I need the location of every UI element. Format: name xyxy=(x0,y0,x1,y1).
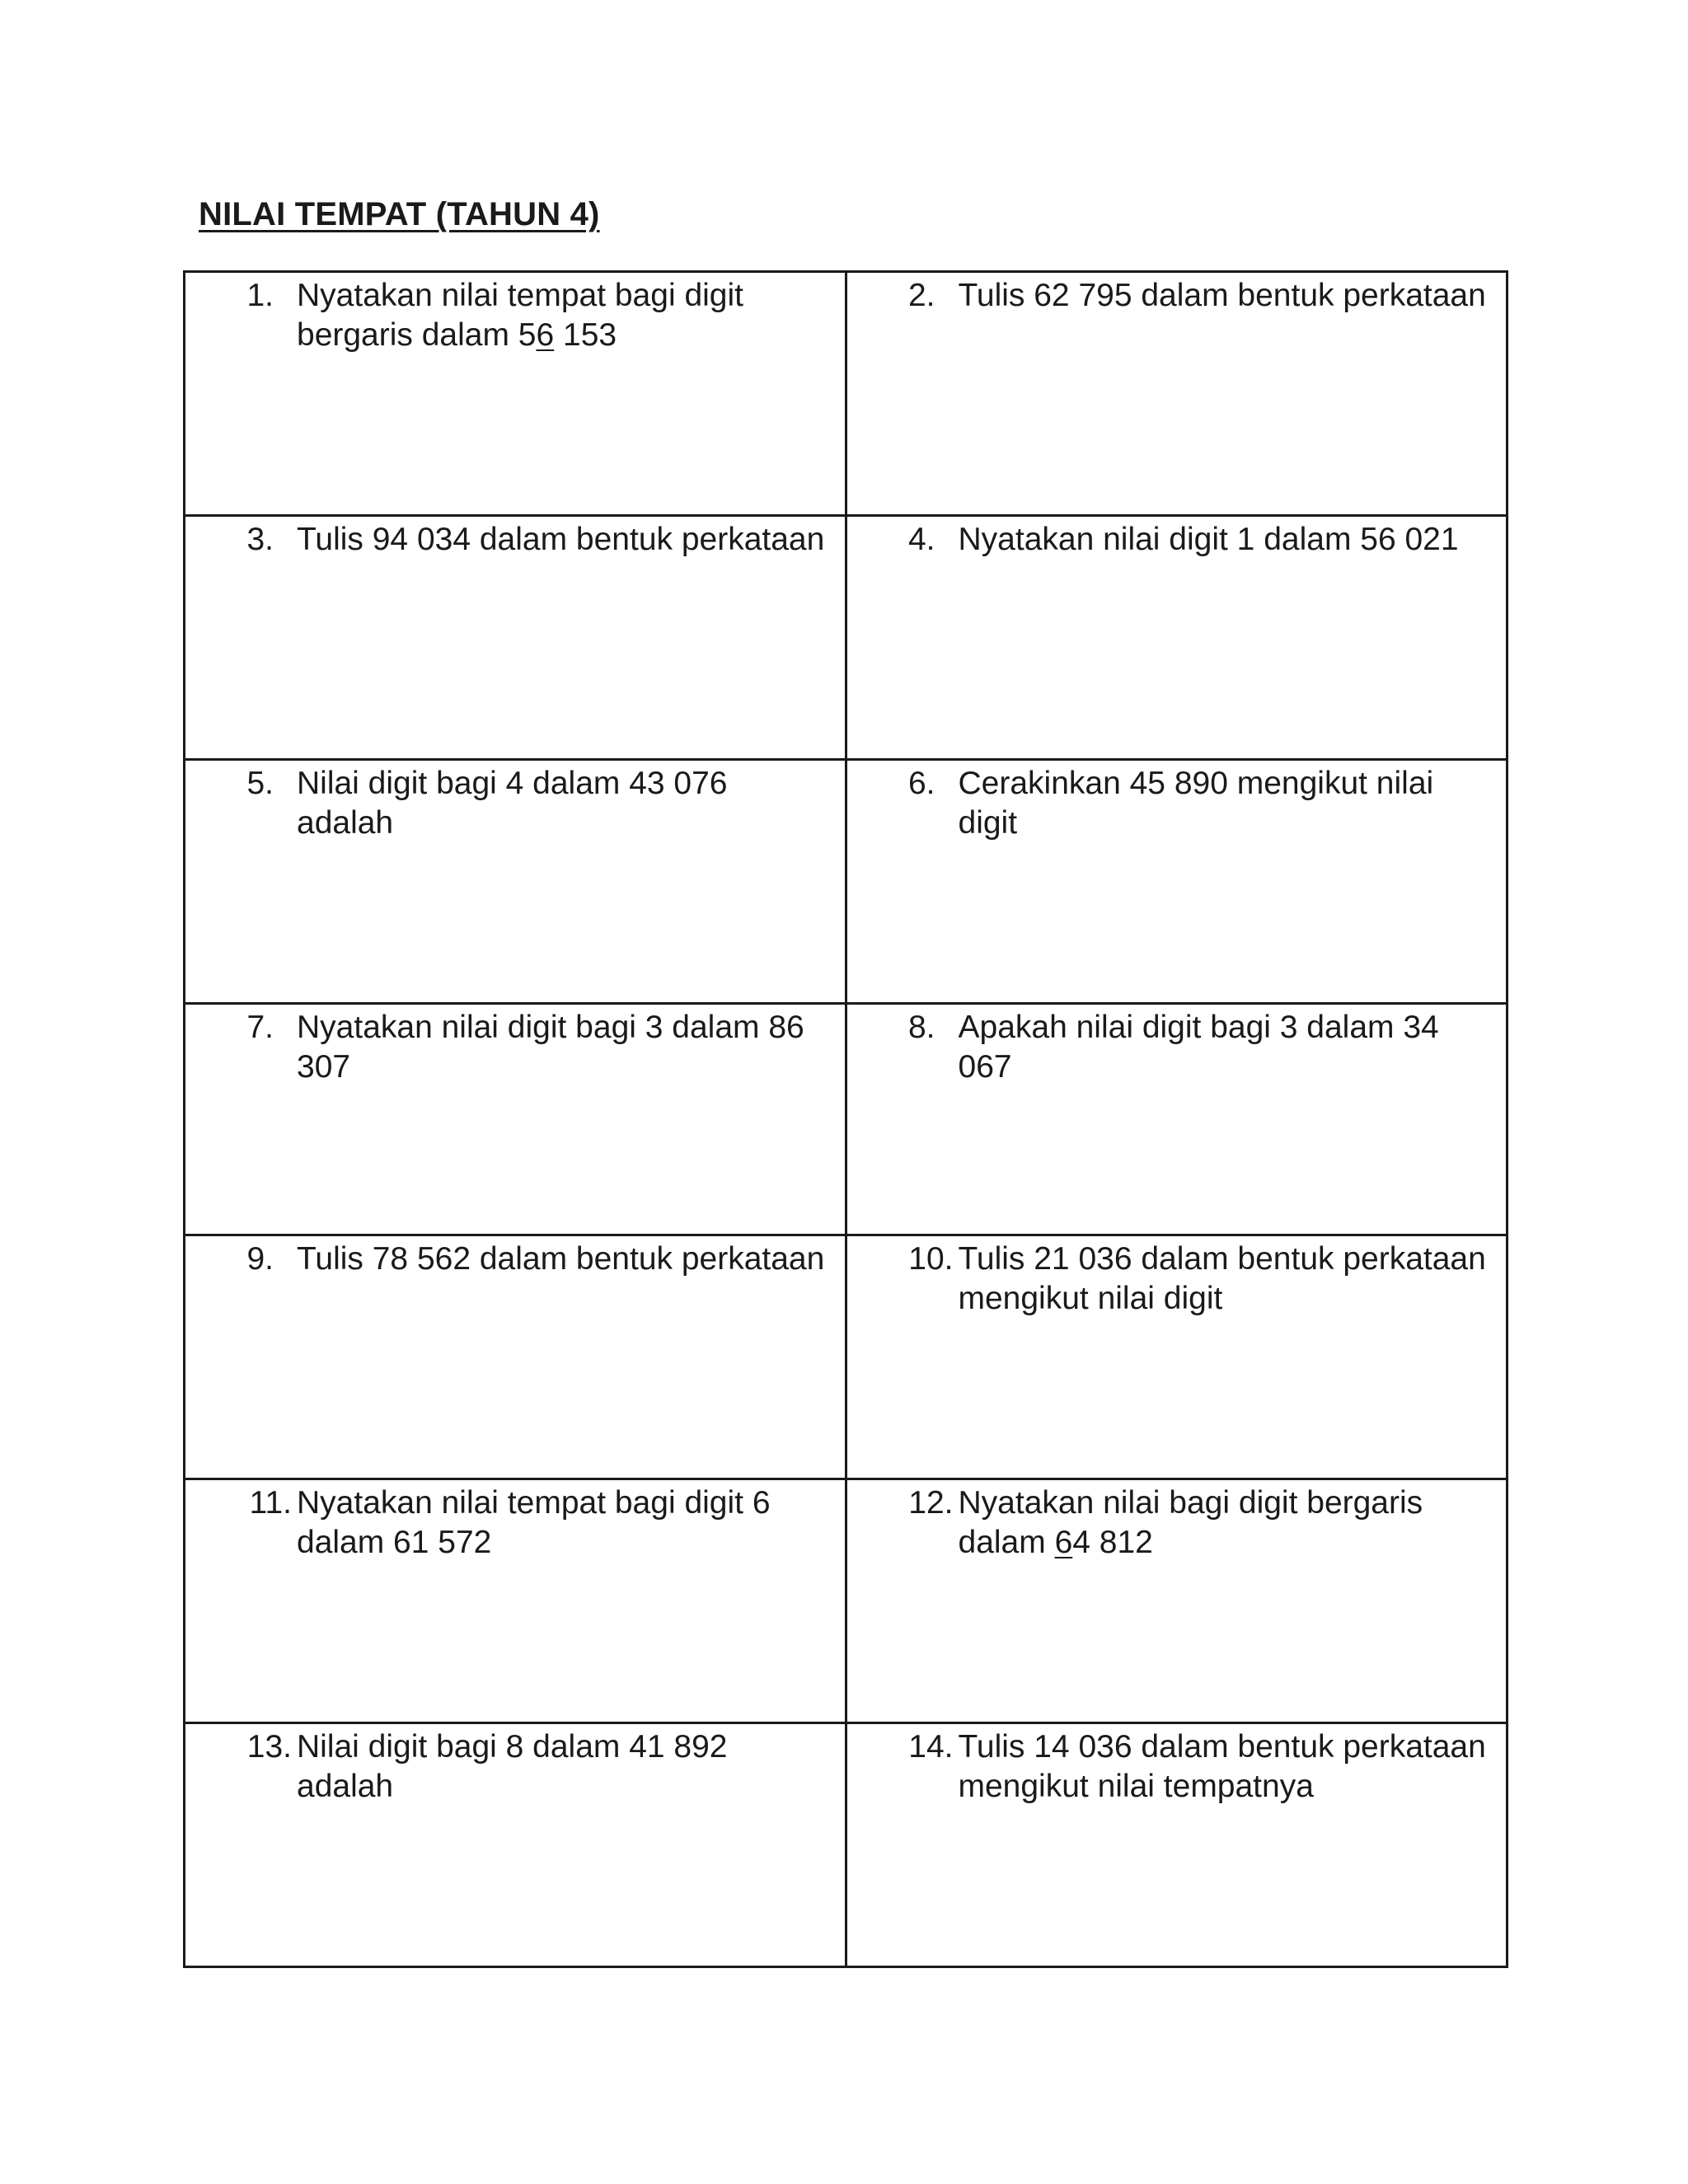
question-text: Nyatakan nilai digit 1 dalam 56 021 xyxy=(958,522,1459,558)
question-number: 3. xyxy=(246,522,274,558)
question-number: 4. xyxy=(907,522,935,558)
question-number: 7. xyxy=(246,1010,274,1046)
question-6 xyxy=(847,761,1507,843)
question-3 xyxy=(185,517,845,560)
question-cell xyxy=(846,1479,1507,1722)
question-cell xyxy=(185,1235,846,1479)
question-2 xyxy=(847,273,1507,316)
question-cell xyxy=(846,760,1507,1004)
question-number: 13. xyxy=(246,1728,292,1765)
question-text: Cerakinkan 45 890 mengikut nilai digit xyxy=(958,766,1434,841)
question-13 xyxy=(185,1724,845,1807)
question-10 xyxy=(847,1236,1507,1319)
question-row xyxy=(185,1479,1507,1722)
underlined-digit: 6 xyxy=(536,317,555,353)
question-8 xyxy=(847,1005,1507,1087)
question-number: 12. xyxy=(908,1484,954,1521)
question-4 xyxy=(847,517,1507,560)
question-row xyxy=(185,1235,1507,1479)
question-cell xyxy=(185,1004,846,1235)
question-number: 14. xyxy=(908,1728,954,1765)
question-7 xyxy=(185,1005,845,1087)
question-text-part: Nyatakan nilai tempat bagi digit bergaris dalam 5 xyxy=(297,278,743,353)
question-9 xyxy=(185,1236,845,1279)
question-text xyxy=(959,1483,1492,1563)
question-text: Tulis 62 795 dalam bentuk perkataan xyxy=(958,278,1486,313)
question-number: 5. xyxy=(246,766,274,802)
question-14 xyxy=(847,1724,1507,1807)
question-text: Apakah nilai digit bagi 3 dalam 34 067 xyxy=(958,1010,1439,1085)
question-text-part: 4 812 xyxy=(1072,1524,1153,1560)
question-cell xyxy=(846,272,1507,516)
question-text-part: 153 xyxy=(554,317,617,353)
question-row xyxy=(185,760,1507,1004)
question-text: Tulis 94 034 dalam bentuk perkataan xyxy=(297,522,825,558)
question-number: 8. xyxy=(907,1010,935,1046)
question-number: 2. xyxy=(907,278,935,313)
question-cell xyxy=(185,272,846,516)
question-number: 6. xyxy=(907,766,935,802)
question-cell xyxy=(846,1722,1507,1966)
question-text xyxy=(297,276,830,355)
question-number: 1. xyxy=(246,278,274,313)
question-row xyxy=(185,516,1507,760)
question-5 xyxy=(185,761,845,843)
question-12 xyxy=(847,1480,1507,1563)
question-text: Tulis 14 036 dalam bentuk perkataan mengikut nilai tempatnya xyxy=(958,1728,1486,1804)
question-number: 9. xyxy=(246,1240,274,1277)
question-cell xyxy=(185,1479,846,1722)
question-row xyxy=(185,272,1507,516)
question-11 xyxy=(185,1480,845,1563)
question-text: Tulis 21 036 dalam bentuk perkataan mengikut nilai digit xyxy=(958,1240,1486,1316)
question-number: 11. xyxy=(249,1484,292,1521)
question-text-part: Nyatakan nilai bagi digit bergaris dalam xyxy=(958,1484,1423,1560)
question-grid xyxy=(183,270,1508,1968)
question-1 xyxy=(185,273,845,355)
question-cell xyxy=(846,1004,1507,1235)
question-text: Nilai digit bagi 4 dalam 43 076 adalah xyxy=(297,766,728,841)
question-text: Nyatakan nilai digit bagi 3 dalam 86 307 xyxy=(297,1010,804,1085)
question-cell xyxy=(846,516,1507,760)
question-cell xyxy=(185,516,846,760)
question-text: Tulis 78 562 dalam bentuk perkataan xyxy=(297,1240,825,1277)
question-cell xyxy=(846,1235,1507,1479)
question-text: Nyatakan nilai tempat bagi digit 6 dalam 61 572 xyxy=(297,1484,771,1560)
question-row xyxy=(185,1004,1507,1235)
question-cell xyxy=(185,1722,846,1966)
worksheet-title: NILAI TEMPAT (TAHUN 4) xyxy=(199,196,600,232)
question-text: Nilai digit bagi 8 dalam 41 892 adalah xyxy=(297,1728,728,1804)
question-number: 10. xyxy=(908,1240,954,1277)
underlined-digit: 6 xyxy=(1054,1524,1073,1560)
question-row xyxy=(185,1722,1507,1966)
question-cell xyxy=(185,760,846,1004)
